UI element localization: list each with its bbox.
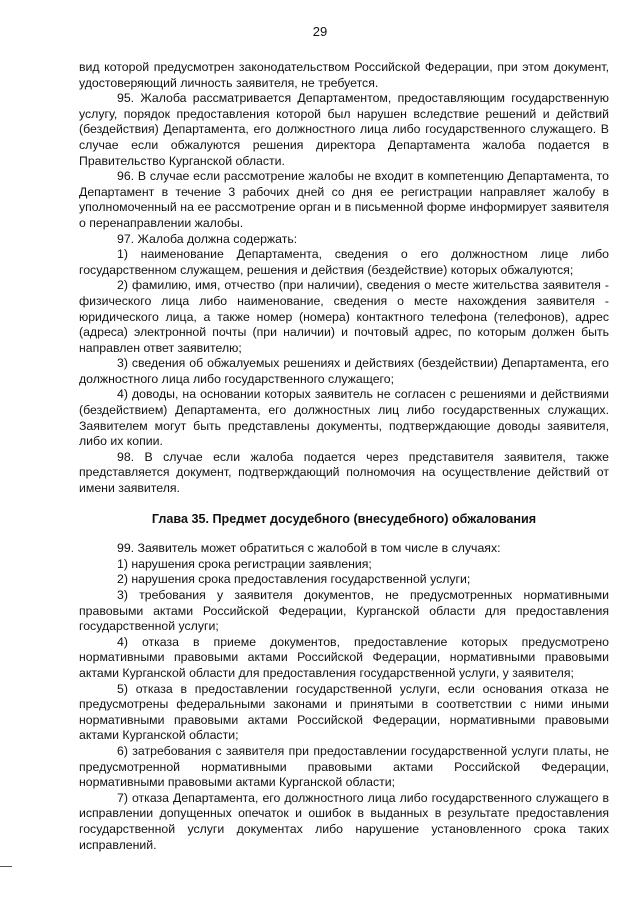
list-item-99-5: 5) отказа в предоставлении государственной услуги, если основания отказа не предусмотрены федеральными законами и принятыми в соответствии с ними иными нормативными правовыми актами Российской Федерации, нормативными правовыми актами Курганской области; xyxy=(79,681,609,743)
list-item-99-4: 4) отказа в приеме документов, предоставление которых предусмотрено нормативными правовыми актами Российской Федерации, нормативными правовыми актами Курганской области для предоставления государственной услуги, у заявителя; xyxy=(79,634,609,680)
paragraph-96: 96. В случае если рассмотрение жалобы не входит в компетенцию Департамента, то Департамент в течение 3 рабочих дней со дня ее регистрации направляет жалобу в уполномоченный на ее рассмотрение орган и в письменной форме информирует заявителя о перенаправлении жалобы. xyxy=(79,169,609,230)
list-item-99-7: 7) отказа Департамента, его должностного лица либо государственного служащего в исправлении допущенных опечаток и ошибок в выданных в результате предоставления государственной услуги документах либо нарушение установленного срока таких исправлений. xyxy=(79,790,609,852)
paragraph-99: 99. Заявитель может обратиться с жалобой в том числе в случаях: xyxy=(117,541,501,556)
list-item-99-3: 3) требования у заявителя документов, не предусмотренных нормативными правовыми актами Российской Федерации, Курганской области для предоставления государственной услуги; xyxy=(79,588,609,634)
paragraph-95: 95. Жалоба рассматривается Департаментом, предоставляющим государственную услугу, порядок предоставления которой был нарушен вследствие решений и действий (бездействия) Департамента, его должностного лица либо государственного служащего. В случае если обжалуются решения директора Департамента жалоба подается в Правительство Курганской области. xyxy=(79,91,609,168)
chapter-heading: Глава 35. Предмет досудебного (внесудебного) обжалования xyxy=(151,511,537,526)
list-item-99-1: 1) нарушения срока регистрации заявления; xyxy=(117,556,372,571)
list-item-97-4: 4) доводы, на основании которых заявитель не согласен с решениями и действиями (бездействием) Департамента, его должностных лиц либо государственных служащих. Заявителем могут быть представлены документы, подтверждающие доводы заявителя, либо их копии. xyxy=(79,387,609,449)
list-item-99-2: 2) нарушения срока предоставления государственной услуги; xyxy=(117,572,471,587)
list-item-97-1: 1) наименование Департамента, сведения о его должностном лице либо государственном служащем, решения и действия (бездействие) которых обжалуются; xyxy=(79,247,609,277)
document-body xyxy=(79,60,609,853)
scan-edge-mark xyxy=(0,866,12,867)
list-item-97-3: 3) сведения об обжалуемых решениях и действиях (бездействии) Департамента, его должностного лица либо государственного служащего; xyxy=(79,356,609,386)
paragraph-97: 97. Жалоба должна содержать: xyxy=(117,231,298,246)
page-number: 29 xyxy=(312,24,328,39)
paragraph-continuation: вид которой предусмотрен законодательством Российской Федерации, при этом документ, удостоверяющий личность заявителя, не требуется. xyxy=(79,60,609,90)
paragraph-98: 98. В случае если жалоба подается через представителя заявителя, также представляется документ, подтверждающий полномочия на осуществление действий от имени заявителя. xyxy=(79,449,609,496)
list-item-99-6: 6) затребования с заявителя при предоставлении государственной услуги платы, не предусмотренной нормативными правовыми актами Российской Федерации, нормативными правовыми актами Курганской области; xyxy=(79,743,609,790)
list-item-97-2: 2) фамилию, имя, отчество (при наличии), сведения о месте жительства заявителя - физического лица либо наименование, сведения о месте нахождения заявителя - юридического лица, а также номер (номера) контактного телефона (телефонов), адрес (адреса) электронной почты (при наличии) и почтовый адрес, по которым должен быть направлен ответ заявителю; xyxy=(79,278,609,355)
